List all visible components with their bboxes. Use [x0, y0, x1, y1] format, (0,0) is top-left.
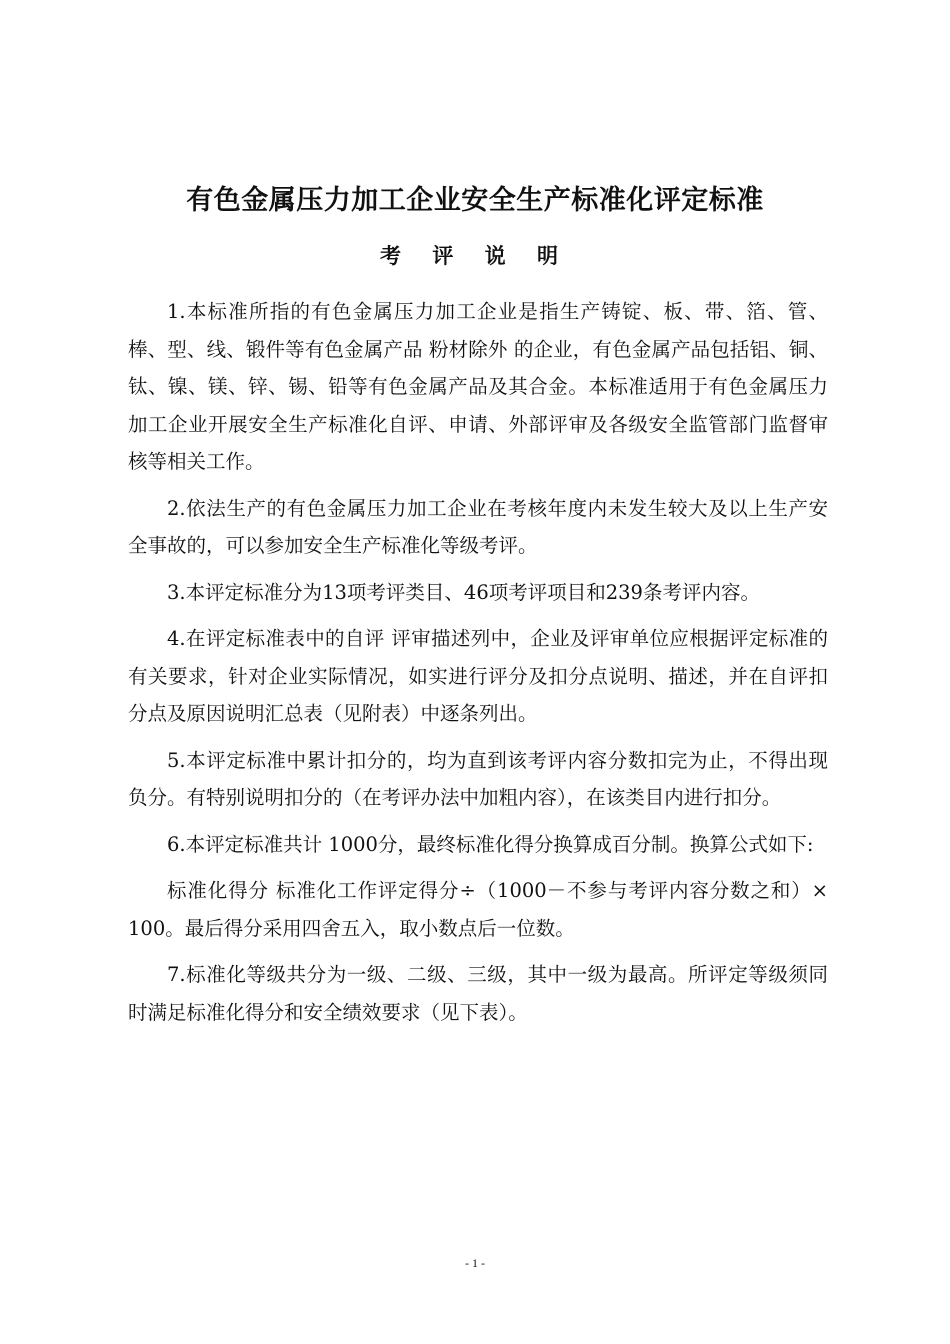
body-text	[128, 293, 828, 1040]
paragraph-5: 5.本评定标准中累计扣分的，均为直到该考评内容分数扣完为止，不得出现负分。有特别说明扣分的（在考评办法中加粗内容），在该类目内进行扣分。	[128, 748, 828, 809]
paragraph-7: 7.标准化等级共分为一级、二级、三级，其中一级为最高。所评定等级须同时满足标准化得分和安全绩效要求（见下表）。	[128, 963, 828, 1024]
paragraph-3: 3.本评定标准分为13项考评类目、46项考评项目和239条考评内容。	[167, 580, 760, 604]
page-number: - 1 -	[465, 1256, 485, 1270]
formula-paragraph: 标准化得分 标准化工作评定得分÷（1000－不参与考评内容分数之和）× 100。最后得分采用四舍五入，取小数点后一位数。	[128, 879, 828, 940]
page-title: 有色金属压力加工企业安全生产标准化评定标准	[186, 185, 764, 216]
paragraph-1: 1.本标准所指的有色金属压力加工企业是指生产铸锭、板、带、箔、管、棒、型、线、锻件等有色金属产品 粉材除外 的企业，有色金属产品包括铝、铜、钛、镍、镁、锌、锡、铅等有色金属产品及其合金。本标准适用于有色金属压力加工企业开展安全生产标准化自评、申请、外部评审及各级安全监管部门监督审核等相关工作。	[128, 300, 828, 473]
section-subtitle: 考 评 说 明	[380, 244, 570, 268]
paragraph-2: 2.依法生产的有色金属压力加工企业在考核年度内未发生较大及以上生产安全事故的，可以参加安全生产标准化等级考评。	[128, 496, 828, 557]
paragraph-6: 6.本评定标准共计 1000分，最终标准化得分换算成百分制。换算公式如下:	[167, 832, 814, 856]
paragraph-4: 4.在评定标准表中的自评 评审描述列中，企业及评审单位应根据评定标准的有关要求，针对企业实际情况，如实进行评分及扣分点说明、描述，并在自评扣分点及原因说明汇总表（见附表）中逐条列出。	[128, 627, 828, 725]
